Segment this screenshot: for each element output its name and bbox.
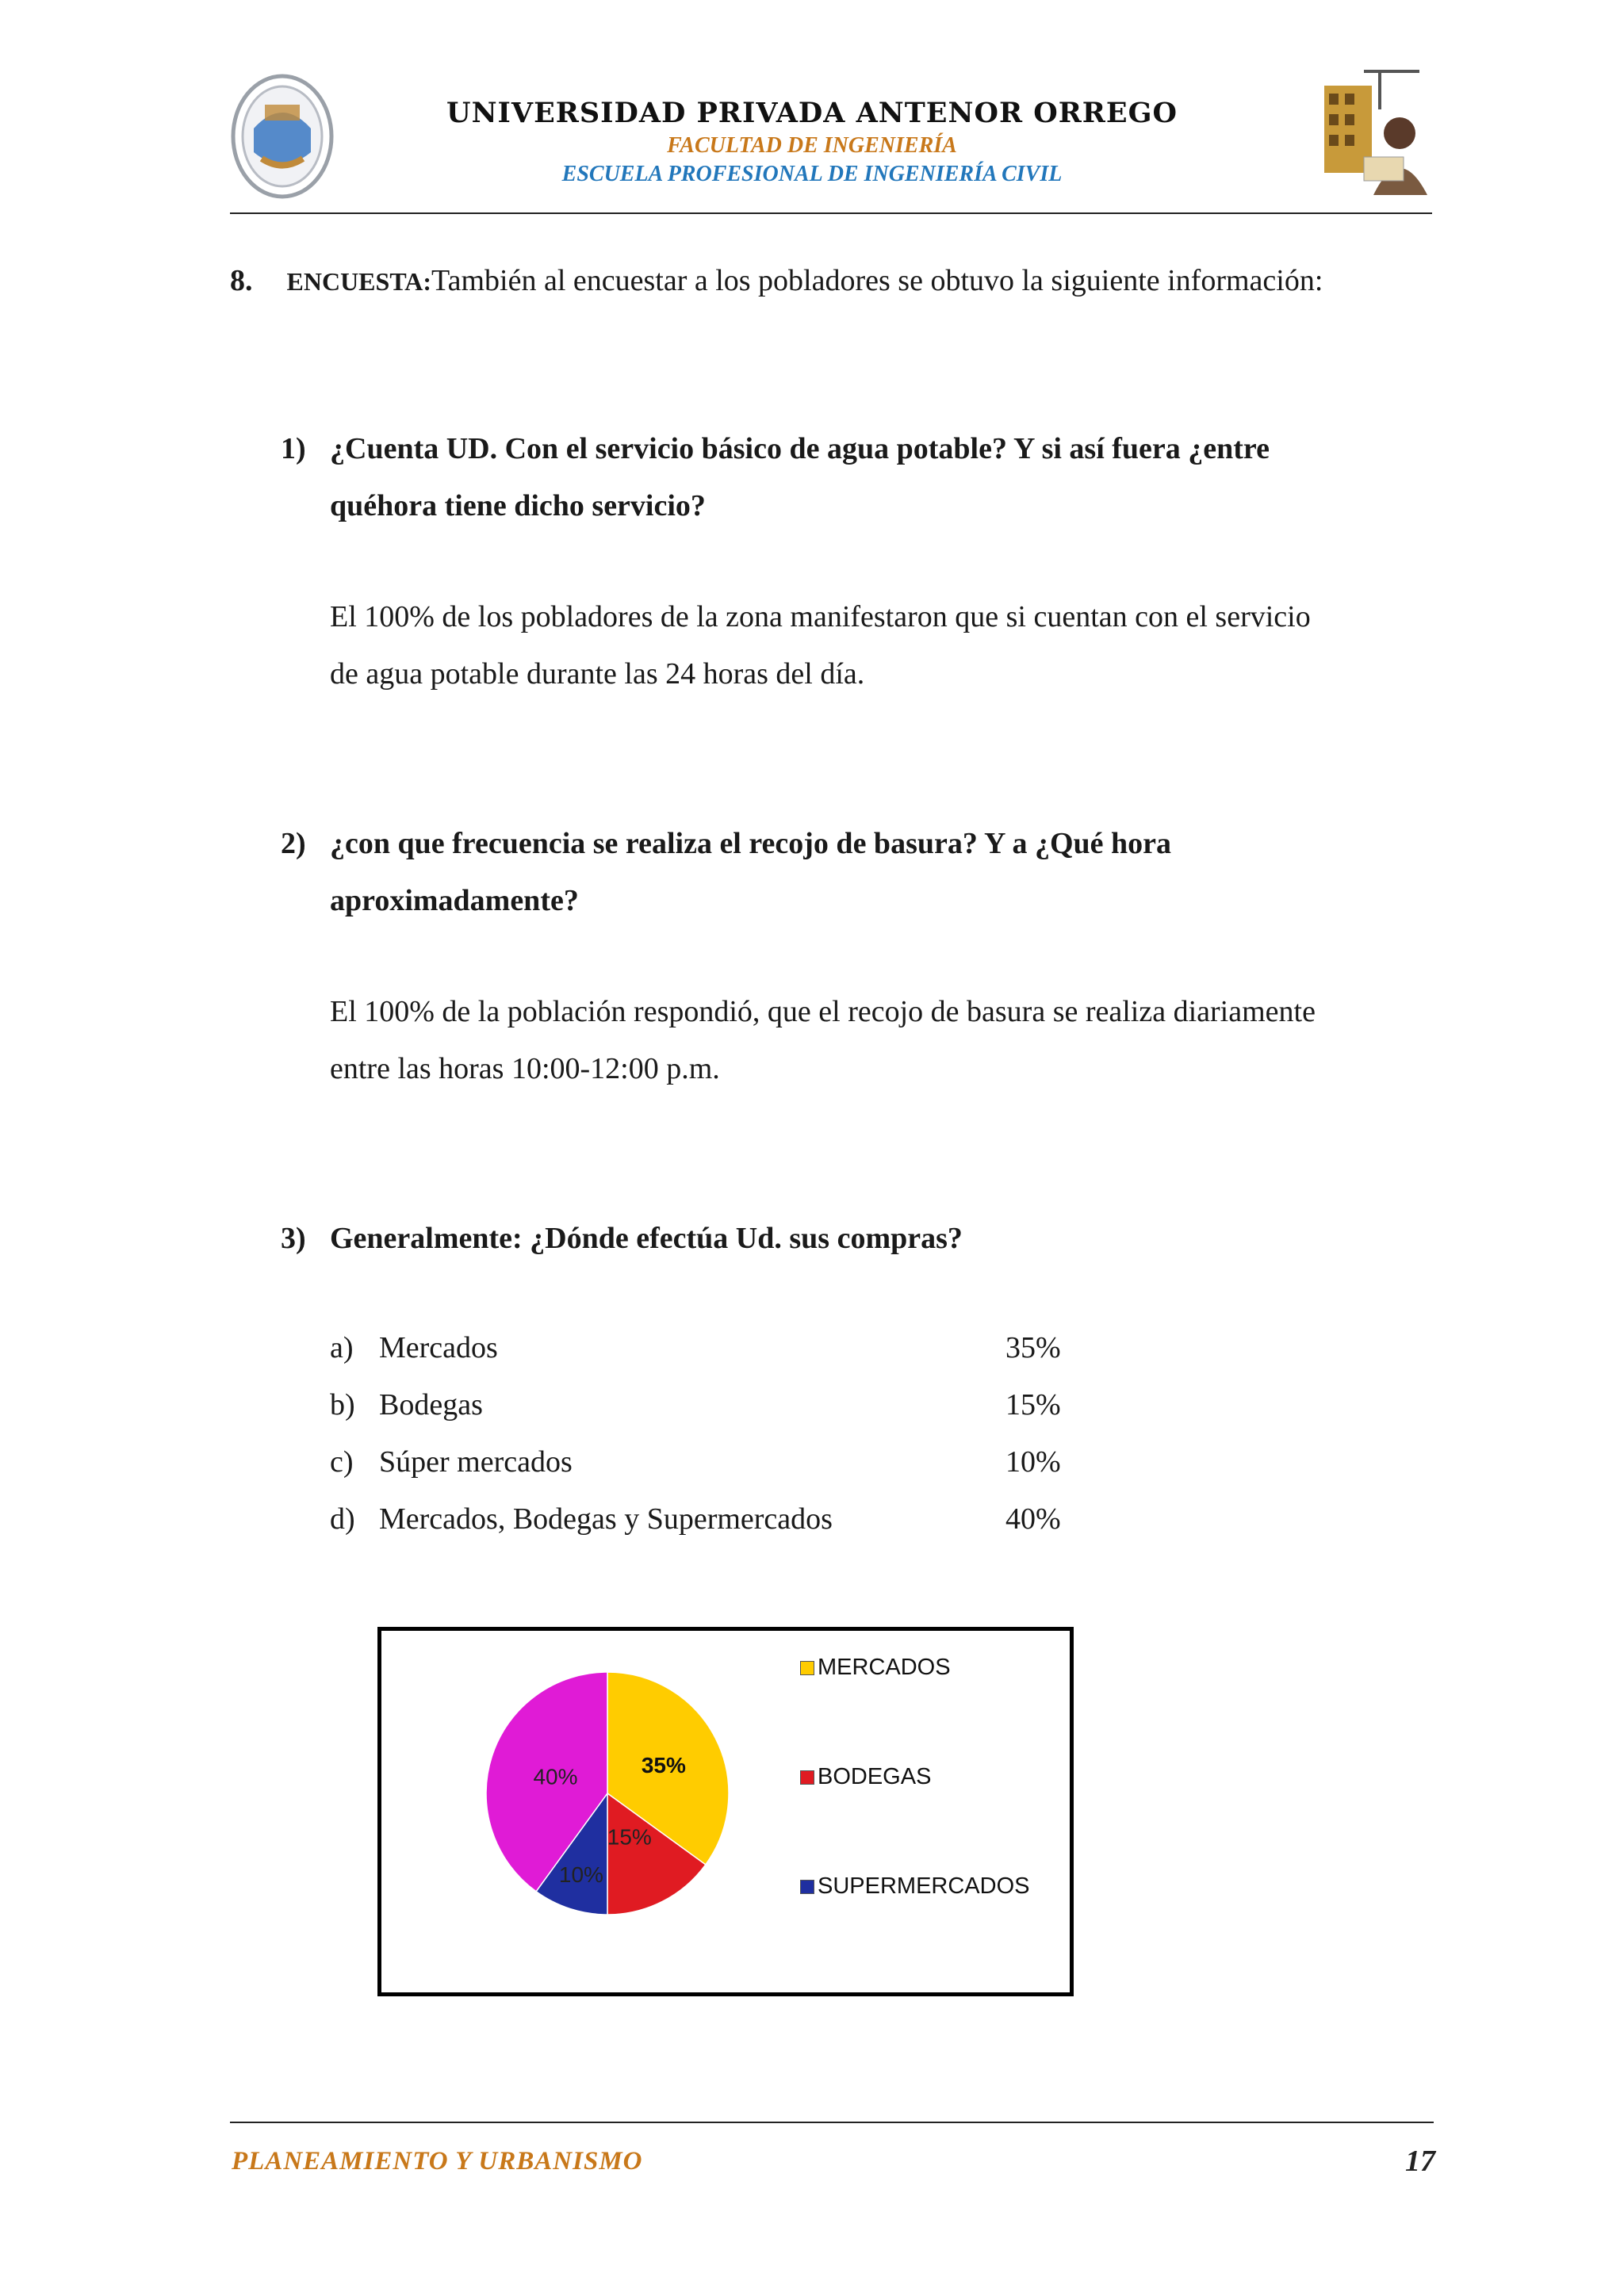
pie-data-label: 40% [533, 1764, 578, 1789]
section-intro-text: También al encuestar a los pobladores se obtuvo la siguiente información: [431, 264, 1323, 297]
university-name: UNIVERSIDAD PRIVADA ANTENOR ORREGO [446, 97, 1178, 129]
legend-label: BODEGAS [818, 1764, 932, 1789]
option-percentage: 40% [1005, 1502, 1061, 1536]
option-label: Súper mercados [379, 1445, 573, 1479]
question-text-line: Generalmente: ¿Dónde efectúa Ud. sus compras? [330, 1222, 963, 1255]
pie-data-label: 15% [607, 1824, 652, 1850]
answer-text-line: entre las horas 10:00-12:00 p.m. [330, 1052, 720, 1085]
option-percentage: 10% [1005, 1445, 1061, 1479]
footer-divider [230, 2122, 1434, 2123]
option-letter: a) [330, 1331, 354, 1364]
question-text-line: aproximadamente? [330, 884, 579, 917]
section-label: ENCUESTA: [286, 267, 432, 296]
option-label: Bodegas [379, 1388, 483, 1422]
question-text-line: ¿con que frecuencia se realiza el recojo de basura? Y a ¿Qué hora [330, 827, 1172, 860]
legend-item [800, 1873, 1030, 1900]
legend-item [800, 1655, 951, 1681]
header-divider [230, 212, 1432, 214]
pie-chart [381, 1631, 1070, 1992]
question-number: 3) [281, 1222, 306, 1255]
legend-swatch [800, 1770, 814, 1785]
section-intro [230, 252, 1323, 310]
answer-text-line: El 100% de los pobladores de la zona manifestaron que si cuentan con el servicio [330, 600, 1311, 633]
engineering-illustration-logo [1316, 62, 1434, 195]
answer-text-line: El 100% de la población respondió, que el recojo de basura se realiza diariamente [330, 995, 1316, 1028]
legend-label: SUPERMERCADOS [818, 1873, 1030, 1899]
option-percentage: 35% [1005, 1331, 1061, 1364]
school-name: ESCUELA PROFESIONAL DE INGENIERÍA CIVIL [561, 162, 1063, 186]
legend-swatch [800, 1661, 814, 1675]
options-list [330, 1322, 1075, 1551]
legend-item [800, 1764, 931, 1790]
pie-data-label: 35% [641, 1752, 686, 1777]
pie-chart-frame [377, 1627, 1074, 1996]
section-number: 8. [230, 264, 253, 297]
legend-label: MERCADOS [818, 1655, 951, 1680]
list-item [330, 1380, 1075, 1437]
page-number: 17 [1405, 2145, 1435, 2178]
footer-course-title: PLANEAMIENTO Y URBANISMO [232, 2147, 643, 2175]
option-label: Mercados [379, 1331, 498, 1364]
question-text-line: ¿Cuenta UD. Con el servicio básico de agua potable? Y si así fuera ¿entre [330, 432, 1270, 465]
answer-text-line: de agua potable durante las 24 horas del día. [330, 657, 865, 691]
list-item [330, 1322, 1075, 1380]
option-letter: d) [330, 1502, 355, 1536]
legend-swatch [800, 1880, 814, 1894]
pie-data-label: 10% [558, 1862, 603, 1887]
question-text-line: quéhora tiene dicho servicio? [330, 489, 706, 522]
option-letter: b) [330, 1388, 355, 1422]
question-number: 1) [281, 432, 306, 465]
question-number: 2) [281, 827, 306, 860]
list-item [330, 1437, 1075, 1494]
list-item [330, 1494, 1075, 1551]
option-percentage: 15% [1005, 1388, 1061, 1422]
faculty-name: FACULTAD DE INGENIERÍA [667, 133, 957, 158]
option-letter: c) [330, 1445, 354, 1479]
option-label: Mercados, Bodegas y Supermercados [379, 1502, 833, 1536]
